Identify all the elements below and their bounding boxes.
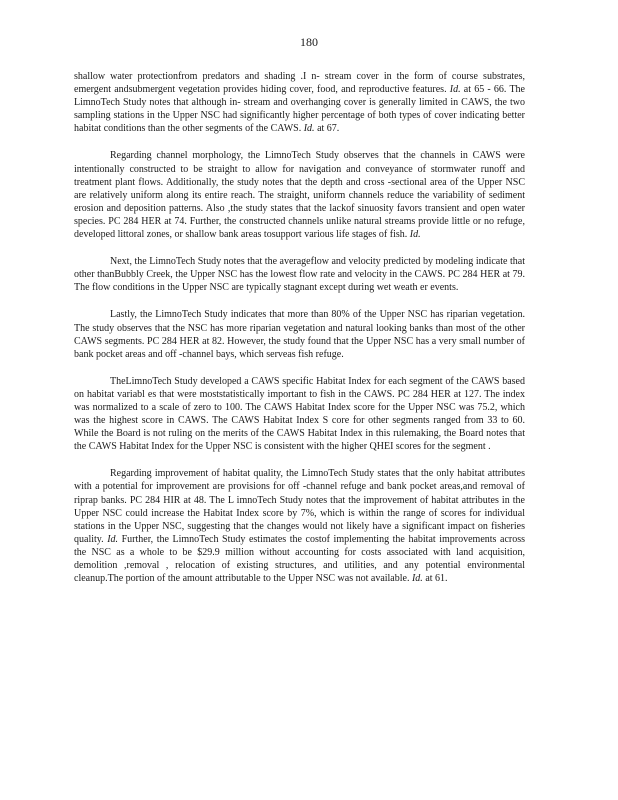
citation-id: Id. bbox=[411, 573, 423, 585]
paragraph-channel-morphology bbox=[74, 149, 525, 241]
paragraph-text: TheLimnoTech Study developed a CAWS specific Habitat Index for each segment of the CAWS based on habitat variabl es that were moststatistically important to fish in the CAWS. PC 284 HER at 127. The index was normalized to a scale of zero to 100. The CAWS Habitat Index score for the Upper NSC was 75.2, which was the highest score in CAWS. The CAWS Habitat Index S core for other segments ranged from 33 to 60. While the Board is not ruling on the merits of the CAWS Habitat Index in this rulemaking, the Board notes that the CAWS Habitat Index for the Upper NSC is consistent with the higher QHEI scores for the segment . bbox=[74, 375, 525, 453]
paragraph-riparian-vegetation bbox=[74, 308, 525, 360]
paragraph-habitat-index bbox=[74, 375, 525, 454]
paragraph-text: Regarding channel morphology, the LimnoTech Study observes that the channels in CAWS were intentionally constructed to be straight to allow for navigation and conveyance of stormwater runoff and treatment plant flows. Additionally, the study notes that the depth and cross -sectional area of the Upper NSC are relatively uniform along its entire reach. The straight, uniform channels reduce the variability of sediment erosion and deposition patterns. Also ,the study states that the lackof sinuosity favors transient and open water species. PC 284 HER at 74. Further, the constructed channels unlike natural streams provide little or no refuge, developed littoral zones, or shallow bank areas tosupport various life stages of fish. bbox=[74, 150, 525, 241]
paragraph-text: at 67. bbox=[314, 123, 340, 135]
paragraph-text: Further, the LimnoTech Study estimates the costof implementing the habitat improvements across the NSC as a whole to be $29.9 million without accounting for costs associated with land acquisition, demolition ,removal , relocation of existing structures, and utilities, and any potential environmental cleanup.The portion of the amount attributable to the Upper NSC was not available. bbox=[74, 533, 526, 585]
paragraph-habitat-improvement bbox=[74, 467, 525, 585]
paragraph-text: at 61. bbox=[422, 573, 448, 585]
paragraph-text: Lastly, the LimnoTech Study indicates that more than 80% of the Upper NSC has riparian vegetation. The study observes that the NSC has more riparian vegetation and natural looking banks than most of the other CAWS segments. PC 284 HER at 82. However, the study found that the Upper NSC has a very small number of bank pocket areas and off -channel bays, which serveas fish refuge. bbox=[74, 309, 525, 360]
document-body bbox=[74, 70, 525, 585]
citation-id: Id. bbox=[409, 229, 421, 241]
paragraph-text: Next, the LimnoTech Study notes that the averageflow and velocity predicted by modeling indicate that other thanBubbly Creek, the Upper NSC has the lowest flow rate and velocity in the CAWS. PC 284 HER at 79. The flow conditions in the Upper NSC are typically stagnant except during wet weath er events. bbox=[74, 256, 525, 294]
paragraph-flow-velocity bbox=[74, 255, 525, 294]
paragraph-text: at 65 - 66. The LimnoTech Study notes that although in- stream and overhanging cover is generally limited in CAWS, the two sampling stations in the Upper NSC had significantly higher percentage of both types of cover indicating better habitat conditions than the other segments of the CAWS. bbox=[74, 84, 525, 135]
citation-id: Id. bbox=[107, 533, 119, 545]
page-number: 180 bbox=[300, 35, 318, 49]
citation-id: Id. bbox=[303, 123, 315, 135]
paragraph-text: Regarding improvement of habitat quality, the LimnoTech Study states that the only habitat attributes with a potential for improvement are provisions for off -channel refuge and bank pocket areas,and removal of riprap banks. PC 284 HIR at 48. The L imnoTech Study notes that the improvement of habitat attributes in the Upper NSC could increase the Habitat Index score by 7%, which is within the range of scores for individual stations in the Upper NSC, suggesting that the changes would not likely have a significant impact on fisheries quality. bbox=[74, 468, 525, 545]
citation-id: Id. bbox=[449, 84, 461, 96]
paragraph-cover-habitat bbox=[74, 70, 525, 135]
paragraph-text: shallow water protectionfrom predators and shading .I n- stream cover in the form of course substrates, emergent andsubmergent vegetation provides hiding cover, food, and reproductive features. bbox=[74, 71, 525, 96]
